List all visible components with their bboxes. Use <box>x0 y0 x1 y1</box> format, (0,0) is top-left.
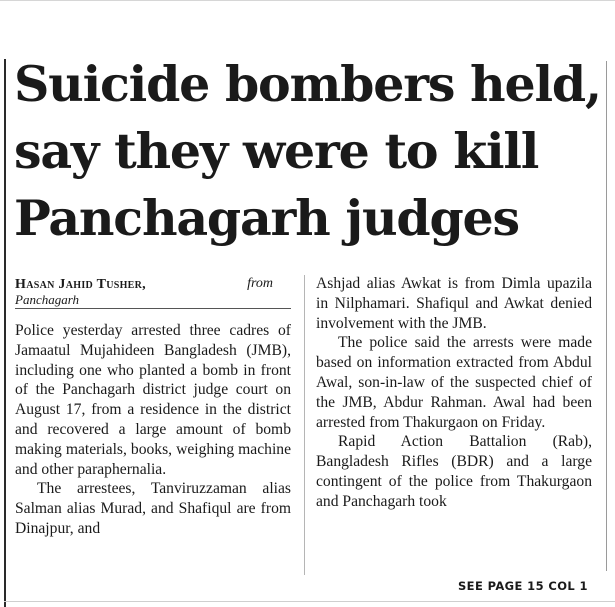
right-column <box>316 274 592 512</box>
paragraph: Ashjad alias Awkat is from Dimla upazila in Nilphamari. Shafiqul and Awkat denied involvement with the JMB. <box>316 275 592 332</box>
byline-divider <box>15 308 291 309</box>
left-column <box>15 321 291 539</box>
paragraph: Police yesterday arrested three cadres of Jamaatul Mujahideen Bangladesh (JMB), including one who planted a bomb in front of the Panchagarh district judge court on August 17, from a residence in the district and recovered a large amount of bomb making materials, books, weighing machine and other paraphernalia. <box>15 322 291 478</box>
paragraph: The arrestees, Tanviruzzaman alias Salman alias Murad, and Shafiqul are from Dinajpur, and <box>15 480 291 537</box>
left-column-rule <box>4 59 6 607</box>
headline-line: say they were to kill <box>14 122 539 180</box>
continuation-note: SEE PAGE 15 COL 1 <box>458 579 588 593</box>
headline-line: Panchagarh judges <box>14 189 519 247</box>
right-column-rule <box>606 61 607 571</box>
byline <box>15 275 273 307</box>
byline-place: Panchagarh <box>15 292 80 307</box>
headline <box>14 51 604 252</box>
paragraph: Rapid Action Battalion (Rab), Bangladesh Rifles (BDR) and a large contingent of the police from Thakurgaon and Panchagarh took <box>316 433 592 510</box>
byline-author: Hasan Jahid Tusher, <box>15 277 146 292</box>
byline-from: from <box>247 276 273 291</box>
column-divider <box>304 275 305 575</box>
paragraph: The police said the arrests were made based on information extracted from Abdul Awal, son-in-law of the suspected chief of the JMB, Abdur Rahman. Awal had been arrested from Thakurgaon on Friday. <box>316 334 592 431</box>
bottom-rule <box>4 601 615 602</box>
headline-line: Suicide bombers held, <box>14 55 601 113</box>
